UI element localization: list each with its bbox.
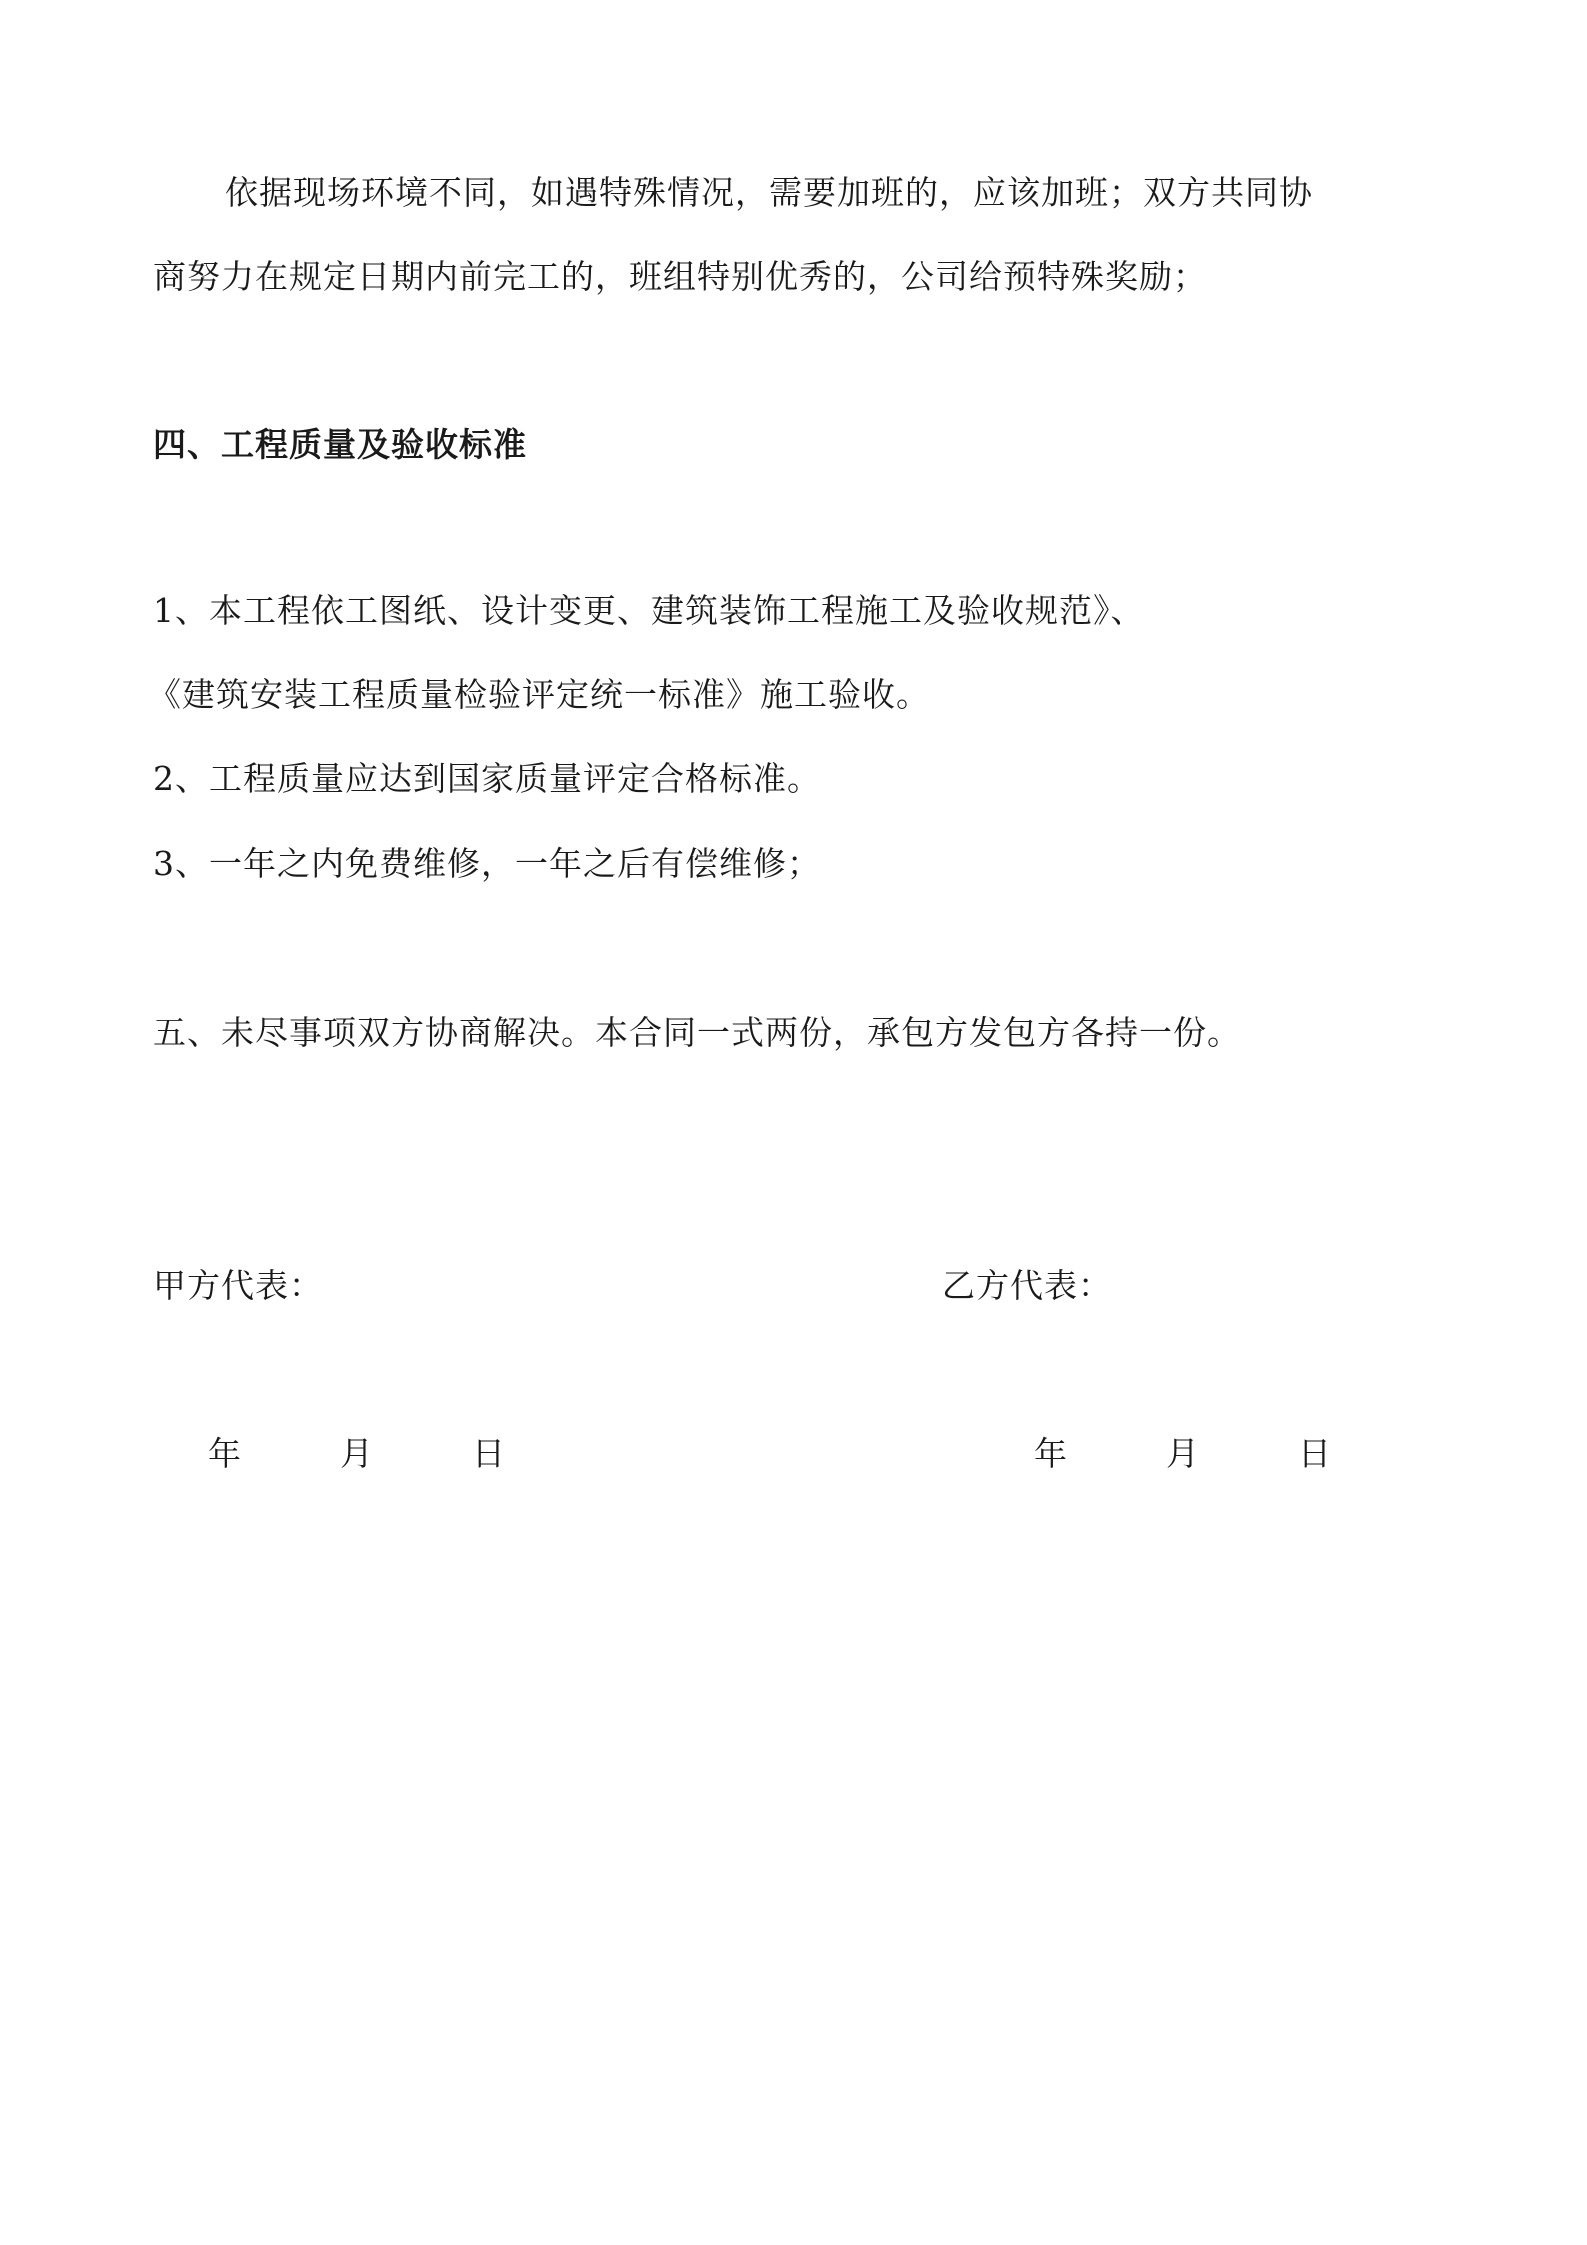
party-b-date-day: 日 <box>1298 1434 1331 1473</box>
party-b-date-year: 年 <box>1034 1434 1067 1473</box>
party-a-representative-label: 甲方代表： <box>153 1266 323 1305</box>
section-4-item-3: 3、一年之内免费维修，一年之后有偿维修； <box>153 844 821 883</box>
party-a-date-day: 日 <box>472 1434 505 1473</box>
party-a-date-year: 年 <box>208 1434 241 1473</box>
overtime-paragraph-line-1: 依据现场环境不同，如遇特殊情况，需要加班的，应该加班；双方共同协 <box>225 173 1313 212</box>
section-4-heading: 四、工程质量及验收标准 <box>153 425 527 464</box>
section-5-text: 五、未尽事项双方协商解决。本合同一式两份，承包方发包方各持一份。 <box>153 1013 1241 1052</box>
overtime-paragraph-line-2: 商努力在规定日期内前完工的，班组特别优秀的，公司给预特殊奖励； <box>153 257 1207 296</box>
section-4-item-1-line-1: 1、本工程依工图纸、设计变更、建筑装饰工程施工及验收规范》、 <box>153 591 1145 630</box>
section-4-item-1-line-2: 《建筑安装工程质量检验评定统一标准》施工验收。 <box>148 675 930 714</box>
section-4-item-2: 2、工程质量应达到国家质量评定合格标准。 <box>153 759 821 798</box>
party-b-date-month: 月 <box>1166 1434 1199 1473</box>
party-a-date-month: 月 <box>340 1434 373 1473</box>
party-b-representative-label: 乙方代表： <box>942 1266 1112 1305</box>
